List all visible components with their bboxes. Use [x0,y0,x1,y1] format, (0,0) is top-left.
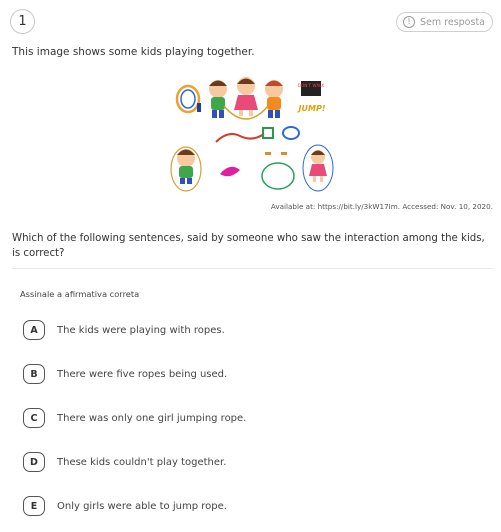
option-letter[interactable]: C [23,408,45,428]
option-text[interactable]: There was only one girl jumping rope. [57,412,247,424]
option-a[interactable] [23,320,225,340]
answer-status-label: Sem resposta [420,16,485,28]
option-text[interactable]: These kids couldn't play together. [57,456,227,468]
option-text[interactable]: The kids were playing with ropes. [57,324,225,336]
girl-figure [234,77,258,116]
option-d[interactable] [23,452,226,472]
divider [12,268,493,269]
question-prompt: This image shows some kids playing together. [12,46,255,58]
dont-walk-label: DON'T WALK [297,83,325,88]
kids-playing-illustration [168,72,338,198]
jumping-girl-figure [303,145,333,191]
option-letter[interactable]: E [23,496,45,516]
rope-loop-icon [262,152,294,189]
heart-icon [220,167,240,176]
option-c[interactable] [23,408,246,428]
question-number: 1 [10,9,35,34]
option-e[interactable] [23,496,227,516]
option-letter[interactable]: D [23,452,45,472]
boy-figure [209,80,227,118]
option-letter[interactable]: B [23,364,45,384]
rope-coil-icon [177,86,201,112]
option-text[interactable]: Only girls were able to jump rope. [57,500,227,512]
option-letter[interactable]: A [23,320,45,340]
question-text: Which of the following sentences, said by someone who saw the interaction among the kids, is correct? [12,233,485,259]
kid-figure [265,80,283,118]
answer-instruction: Assinale a afirmativa correta [20,289,140,299]
jumping-boy-figure [171,147,201,191]
info-icon: ! [403,16,415,28]
dont-walk-sign [298,81,325,96]
answer-status-badge [396,12,493,32]
jump-label: JUMP! [298,104,326,113]
option-text[interactable]: There were five ropes being used. [57,368,228,380]
option-b[interactable] [23,364,227,384]
image-caption: Available at: https://bit.ly/3kW17Im. Accessed: Nov. 10, 2020. [270,202,493,211]
